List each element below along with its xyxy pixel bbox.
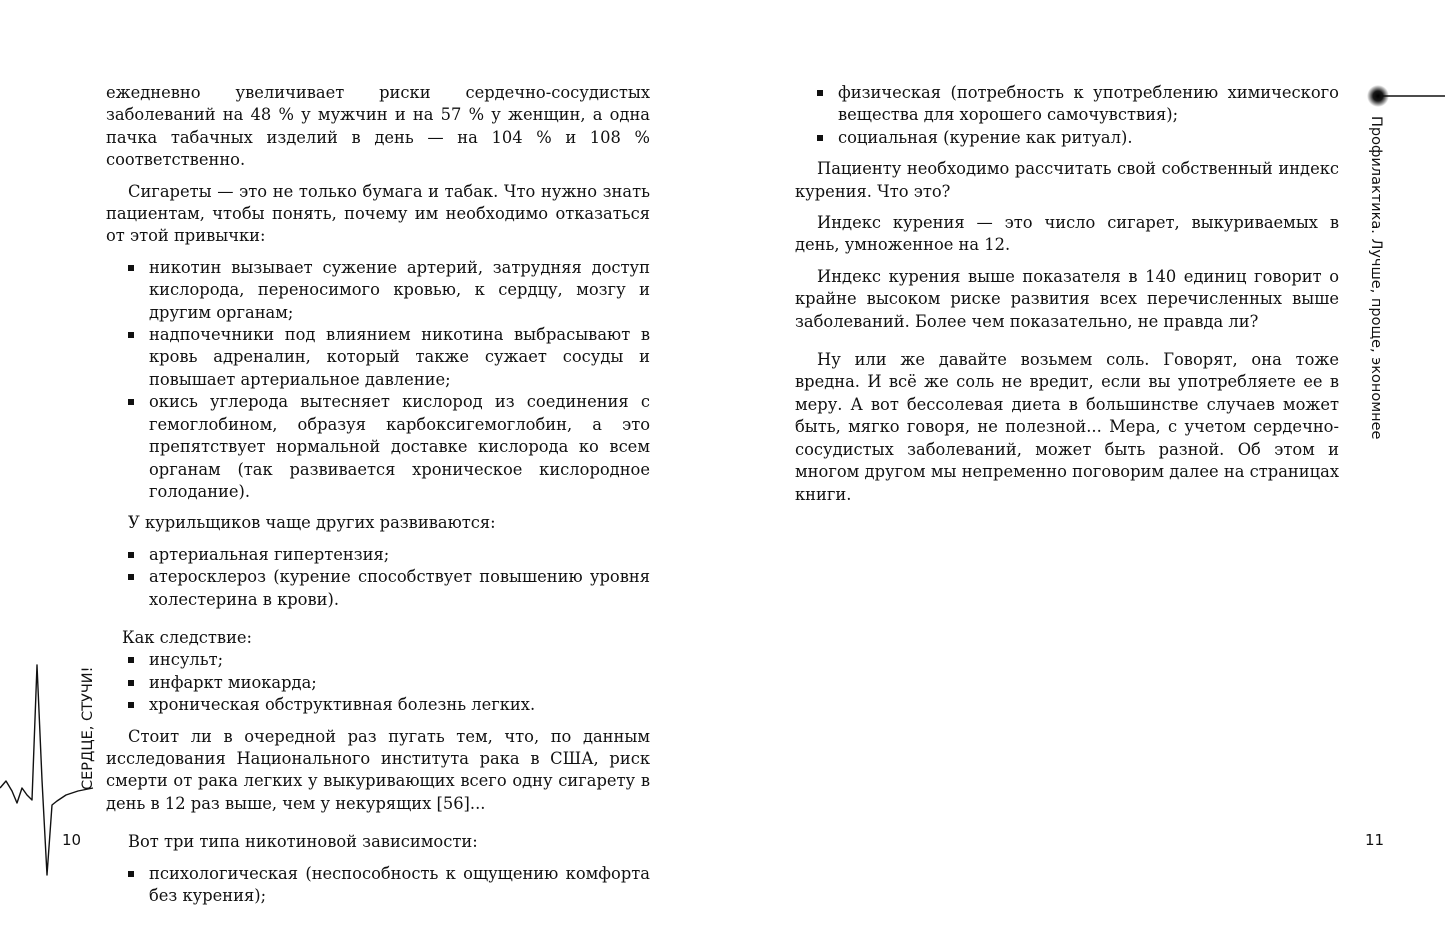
bullet-list (106, 544, 650, 611)
bullet-list (106, 863, 650, 908)
list-item: артериальная гипертензия; (106, 544, 650, 566)
list-item: физическая (потребность к употреблению химического вещества для хорошего самочувствия); (795, 82, 1339, 127)
left-text-column (106, 82, 650, 916)
list-item: атеросклероз (курение способствует повышению уровня холестерина в крови). (106, 566, 650, 611)
paragraph: Стоит ли в очередной раз пугать тем, что, по данным исследования Национального института рака в США, риск смерти от рака легких у выкуривающих всего одну сигарету в день в 12 раз выше, чем у некурящих [56]... (106, 726, 650, 813)
paragraph: ежедневно увеличивает риски сердечно-сосудистых заболеваний на 48 % у мужчин и на 57 % у женщин, а одна пачка табачных изделий в день — на 104 % и 108 % соответственно. (106, 83, 650, 170)
page-number-left: 10 (62, 831, 82, 849)
list-item: инсульт; (106, 649, 650, 671)
paragraph: Индекс курения выше показателя в 140 единиц говорит о крайне высоком риске развития всех перечисленных выше заболеваний. Более чем показательно, не правда ли? (795, 266, 1339, 331)
bullet-list (795, 82, 1339, 149)
list-item: социальная (курение как ритуал). (795, 127, 1339, 149)
paragraph: Ну или же давайте возьмем соль. Говорят, она тоже вредна. И всё же соль не вредит, если вы употребляете ее в меру. А вот бессолевая диета в большинстве случаев может быть, мягко говоря, не полезной... Мера, с учетом сердечно-сосудистых заболеваний, может быть разной. Об этом и многом другом мы непременно поговорим далее на страницах книги. (795, 350, 1339, 504)
running-head-left: СЕРДЦЕ, СТУЧИ! (80, 666, 96, 790)
list-item: никотин вызывает сужение артерий, затрудняя доступ кислорода, переносимого кровью, к сердцу, мозгу и другим органам; (106, 257, 650, 324)
list-item: окись углерода вытесняет кислород из соединения с гемоглобином, образуя карбоксигемоглобин, а это препятствует нормальной доставке кислорода ко всем органам (так развивается хроническое кислородное голодание). (106, 391, 650, 503)
list-item: надпочечники под влиянием никотина выбрасывают в кровь адреналин, который также сужает сосуды и повышает артериальное давление; (106, 324, 650, 391)
paragraph: Сигареты — это не только бумага и табак. Что нужно знать пациентам, чтобы понять, почему им необходимо отказаться от этой привычки: (106, 181, 650, 246)
paragraph: Как следствие: (122, 627, 253, 647)
list-item: инфаркт миокарда; (106, 672, 650, 694)
left-page (0, 0, 722, 935)
paragraph: Пациенту необходимо рассчитать свой собственный индекс курения. Что это? (795, 159, 1339, 201)
list-item: хроническая обструктивная болезнь легких. (106, 694, 650, 716)
paragraph: Вот три типа никотиновой зависимости: (128, 832, 478, 852)
paragraph: Индекс курения — это число сигарет, выкуриваемых в день, умноженное на 12. (795, 213, 1339, 255)
right-page (722, 0, 1445, 935)
bullet-marker-icon (1366, 80, 1445, 112)
bullet-list (106, 649, 650, 716)
paragraph: У курильщиков чаще других развиваются: (128, 513, 496, 533)
page-number-right: 11 (1365, 831, 1385, 849)
right-text-column (795, 82, 1339, 515)
running-head-right: Профилактика. Лучше, проще, экономнее (1368, 116, 1384, 440)
bullet-list (106, 257, 650, 503)
list-item: психологическая (неспособность к ощущению комфорта без курения); (106, 863, 650, 908)
